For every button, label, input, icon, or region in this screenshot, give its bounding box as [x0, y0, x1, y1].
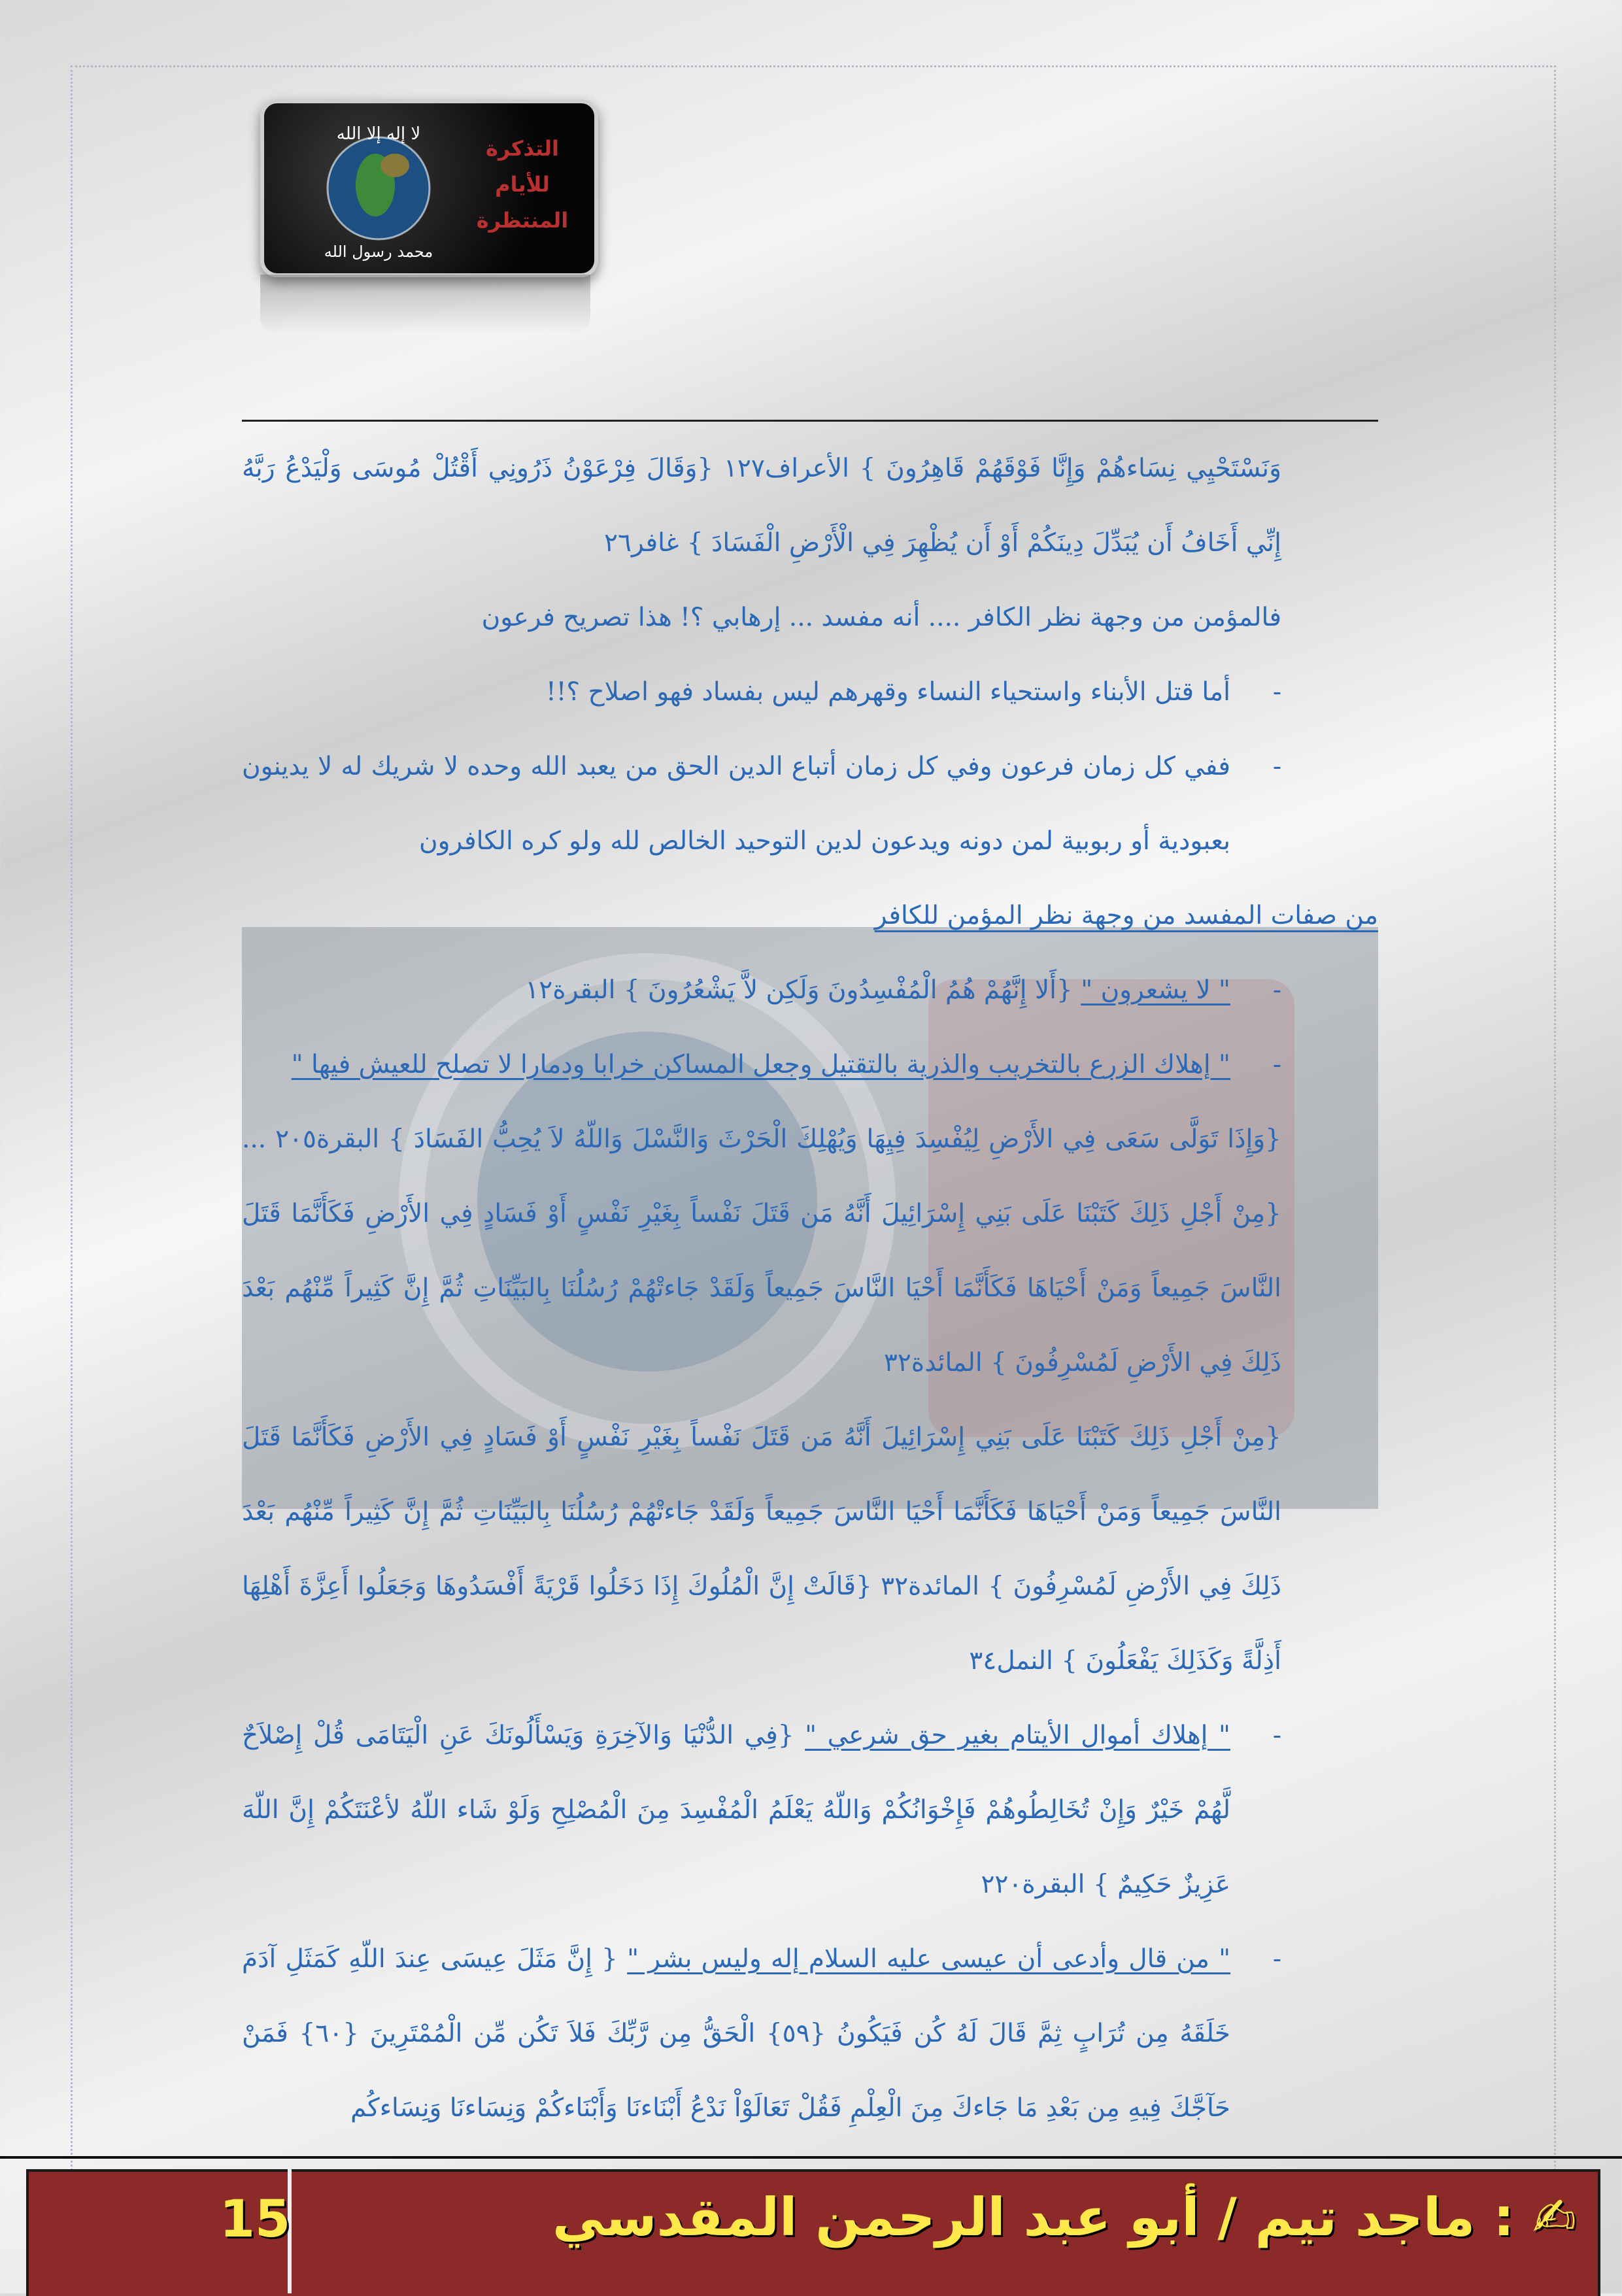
list-item [242, 953, 1281, 1028]
header-rule [242, 420, 1378, 422]
item-verse: {أَلا إِنَّهُمْ هُمُ الْمُفْسِدُونَ وَلَكِن لاَّ يَشْعُرُونَ } البقرة١٢ [525, 975, 1081, 1005]
svg-text:المنتظرة: المنتظرة [476, 208, 569, 233]
verse-paragraph: وَنَسْتَحْيِي نِسَاءهُمْ وَإِنَّا فَوْقَهُمْ قَاهِرُونَ } الأعراف١٢٧ {وَقَالَ فِرْعَوْنُ ذَرُونِي أَقْتُلْ مُوسَى وَلْيَدْعُ رَبَّهُ إِنِّي أَخَافُ أَن يُبَدِّلَ دِينَكُمْ أَوْ أَن يُظْهِرَ فِي الْأَرْضِ الْفَسَادَ } غافر٢٦ [242, 454, 1281, 558]
article-body [242, 431, 1378, 2146]
footer-rule [0, 2156, 1622, 2159]
section-heading: من صفات المفسد من وجهة نظر المؤمن للكافر [874, 901, 1378, 930]
commentary-paragraph: فالمؤمن من وجهة نظر الكافر .... أنه مفسد ... إرهابي ؟! هذا تصريح فرعون [481, 603, 1281, 632]
page-number: 15 [219, 2190, 291, 2249]
logo-reflection [260, 275, 590, 333]
item-verse: { إِنَّ مَثَلَ عِيسَى عِندَ اللّهِ كَمَثَلِ آدَمَ خَلَقَهُ مِن تُرَابٍ ثِمَّ قَالَ لَهُ كُن فَيَكُونُ {٥٩} الْحَقُّ مِن رَّبِّكَ فَلاَ تَكُن مِّن الْمُمْتَرِينَ {٦٠} فَمَنْ حَآجَّكَ فِيهِ مِن بَعْدِ مَا جَاءكَ مِنَ الْعِلْمِ فَقُلْ تَعَالَوْاْ نَدْعُ أَبْنَاءنَا وَأَبْنَاءكُمْ وَنِسَاءنَا وَنِسَاءكُم [242, 1944, 1230, 2123]
item-label: " لا يشعرون " [1081, 975, 1230, 1005]
svg-text:التذكرة: التذكرة [486, 136, 559, 161]
list-item: - ففي كل زمان فرعون وفي كل زمان أتباع الدين الحق من يعبد الله وحده لا شريك له لا يدينون بعبودية أو ربوبية لمن دونه ويدعون لدين التوحيد الخالص لله ولو كره الكافرون [242, 730, 1281, 879]
item-label: " إهلاك أموال الأيتام بغير حق شرعي " [805, 1721, 1230, 1750]
item-label: " من قال وأدعى أن عيسى عليه السلام إله وليس بشر " [627, 1944, 1231, 1974]
verse-paragraph: {وَإِذَا تَوَلَّى سَعَى فِي الأَرْضِ لِيُفْسِدَ فِيِهَا وَيُهْلِكَ الْحَرْثَ وَالنَّسْلَ وَاللّهُ لاَ يُحِبُّ الفَسَادَ } البقرة٢٠٥ ... {مِنْ أَجْلِ ذَلِكَ كَتَبْنَا عَلَى بَنِي إِسْرَائِيلَ أَنَّهُ مَن قَتَلَ نَفْساً بِغَيْرِ نَفْسٍ أَوْ فَسَادٍ فِي الأَرْضِ فَكَأَنَّمَا قَتَلَ النَّاسَ جَمِيعاً وَمَنْ أَحْيَاهَا فَكَأَنَّمَا أَحْيَا النَّاسَ جَمِيعاً وَلَقَدْ جَاءتْهُمْ رُسُلُنَا بِالبَيِّنَاتِ ثُمَّ إِنَّ كَثِيراً مِّنْهُم بَعْدَ ذَلِكَ فِي الأَرْضِ لَمُسْرِفُونَ } المائدة٣٢ [242, 1124, 1281, 1377]
list-item [242, 1028, 1281, 1102]
item-label: " إهلاك الزرع بالتخريب والذرية بالتقتيل وجعل المساكن خرابا ودمارا لا تصلح للعيش فيها " [291, 1050, 1230, 1079]
item-verse: {فِي الدُّنْيَا وَالآخِرَةِ وَيَسْأَلُونَكَ عَنِ الْيَتَامَى قُلْ إِصْلاَحٌ لَّهُمْ خَيْرٌ وَإِنْ تُخَالِطُوهُمْ فَإِخْوَانُكُمْ وَاللّهُ يَعْلَمُ الْمُفْسِدَ مِنَ الْمُصْلِحِ وَلَوْ شَاء اللّهُ لأعْنَتَكُمْ إِنَّ اللّهَ عَزِيزٌ حَكِيمٌ } البقرة٢٢٠ [242, 1721, 1230, 1899]
svg-text:محمد رسول الله: محمد رسول الله [324, 243, 433, 261]
svg-text:للأيام: للأيام [495, 172, 550, 197]
list-item [242, 1922, 1281, 2146]
site-logo [260, 99, 598, 277]
verse-paragraph: {مِنْ أَجْلِ ذَلِكَ كَتَبْنَا عَلَى بَنِي إِسْرَائِيلَ أَنَّهُ مَن قَتَلَ نَفْساً بِغَيْرِ نَفْسٍ أَوْ فَسَادٍ فِي الأَرْضِ فَكَأَنَّمَا قَتَلَ النَّاسَ جَمِيعاً وَمَنْ أَحْيَاهَا فَكَأَنَّمَا أَحْيَا النَّاسَ جَمِيعاً وَلَقَدْ جَاءتْهُمْ رُسُلُنَا بِالبَيِّنَاتِ ثُمَّ إِنَّ كَثِيراً مِّنْهُم بَعْدَ ذَلِكَ فِي الأَرْضِ لَمُسْرِفُونَ } المائدة٣٢ {قَالَتْ إِنَّ الْمُلُوكَ إِذَا دَخَلُوا قَرْيَةً أَفْسَدُوهَا وَجَعَلُوا أَعِزَّةَ أَهْلِهَا أَذِلَّةً وَكَذَلِكَ يَفْعَلُونَ } النمل٣٤ [242, 1423, 1281, 1676]
list-item: - أما قتل الأبناء واستحياء النساء وقهرهم ليس بفساد فهو اصلاح ؟!! [242, 655, 1281, 730]
list-item [242, 1698, 1281, 1922]
svg-text:لا إله إلا الله: لا إله إلا الله [336, 124, 421, 144]
logo-graphic [264, 103, 594, 273]
author-credit: ✍ : ماجد تيم / أبو عبد الرحمن المقدسي [552, 2187, 1576, 2248]
